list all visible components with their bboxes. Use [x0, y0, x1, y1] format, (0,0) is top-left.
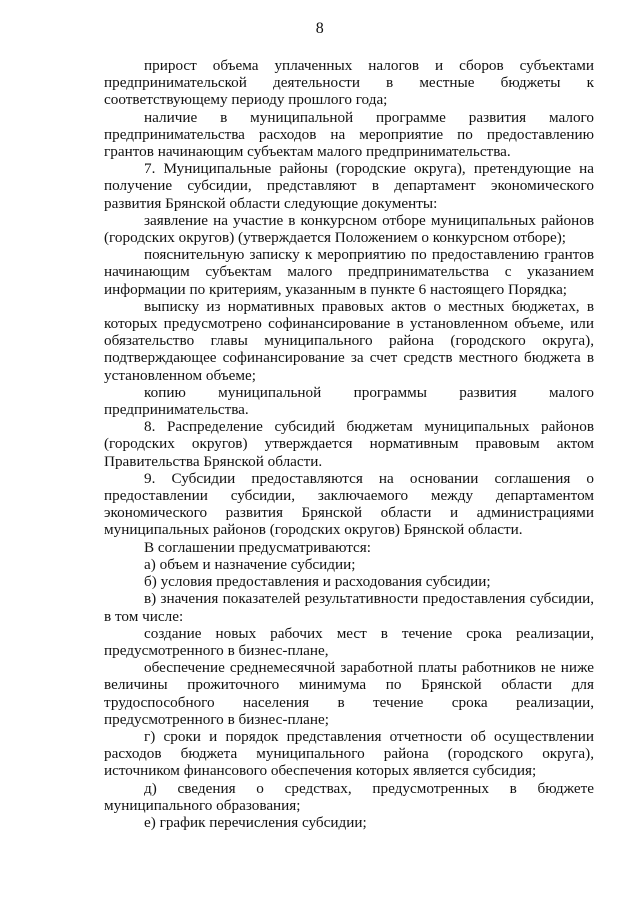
paragraph: создание новых рабочих мест в течение срока реализации, предусмотренного в бизнес-плане, [104, 624, 594, 659]
paragraph: б) условия предоставления и расходования субсидии; [144, 573, 491, 591]
paragraph: обеспечение среднемесячной заработной платы работников не ниже величины прожиточного минимума по Брянской области для трудоспособного населения в течение срока реализации, предусмотренного в бизнес-плане; [104, 659, 594, 728]
paragraph: г) сроки и порядок представления отчетности об осуществлении расходов бюджета муниципального района (городского округа), источником финансового обеспечения которых является субсидия; [104, 727, 594, 780]
paragraph: прирост объема уплаченных налогов и сборов субъектами предпринимательской деятельности в местные бюджеты к соответствующему периоду прошлого года; [104, 57, 594, 109]
paragraph: е) график перечисления субсидии; [144, 813, 367, 831]
paragraph: 9. Субсидии предоставляются на основании соглашения о предоставлении субсидии, заключаемого между департаментом экономического развития Брянской области и администрациями муниципальных районов (городских округов) Брянской области. [104, 469, 594, 539]
paragraph: пояснительную записку к мероприятию по предоставлению грантов начинающим субъектам малого предпринимательства с указанием информации по критериям, указанным в пункте 6 настоящего Порядка; [104, 246, 594, 298]
paragraph: наличие в муниципальной программе развития малого предпринимательства расходов на мероприятие по предоставлению грантов начинающим субъектам малого предпринимательства. [104, 108, 594, 161]
document-body [104, 57, 594, 831]
paragraph: 8. Распределение субсидий бюджетам муниципальных районов (городских округов) утверждается нормативным правовым актом Правительства Брянской области. [104, 418, 594, 470]
paragraph: д) сведения о средствах, предусмотренных в бюджете муниципального образования; [104, 779, 594, 814]
paragraph: 7. Муниципальные районы (городские округа), претендующие на получение субсидии, представляют в департамент экономического развития Брянской области следующие документы: [104, 160, 594, 212]
paragraph: в) значения показателей результативности предоставления субсидии, в том числе: [104, 590, 594, 625]
paragraph: В соглашении предусматриваются: [144, 538, 372, 556]
paragraph: копию муниципальной программы развития малого предпринимательства. [104, 383, 594, 419]
paragraph: заявление на участие в конкурсном отборе муниципальных районов (городских округов) (утверждается Положением о конкурсном отборе); [104, 211, 594, 247]
paragraph: а) объем и назначение субсидии; [144, 555, 356, 573]
page-number: 8 [315, 20, 325, 37]
paragraph: выписку из нормативных правовых актов о местных бюджетах, в которых предусмотрено софинансирование в установленном объеме, или обязательство главы муниципального района (городского округа), подтверждающее софинансирование за счет средств местного бюджета в установленном объеме; [104, 297, 594, 384]
